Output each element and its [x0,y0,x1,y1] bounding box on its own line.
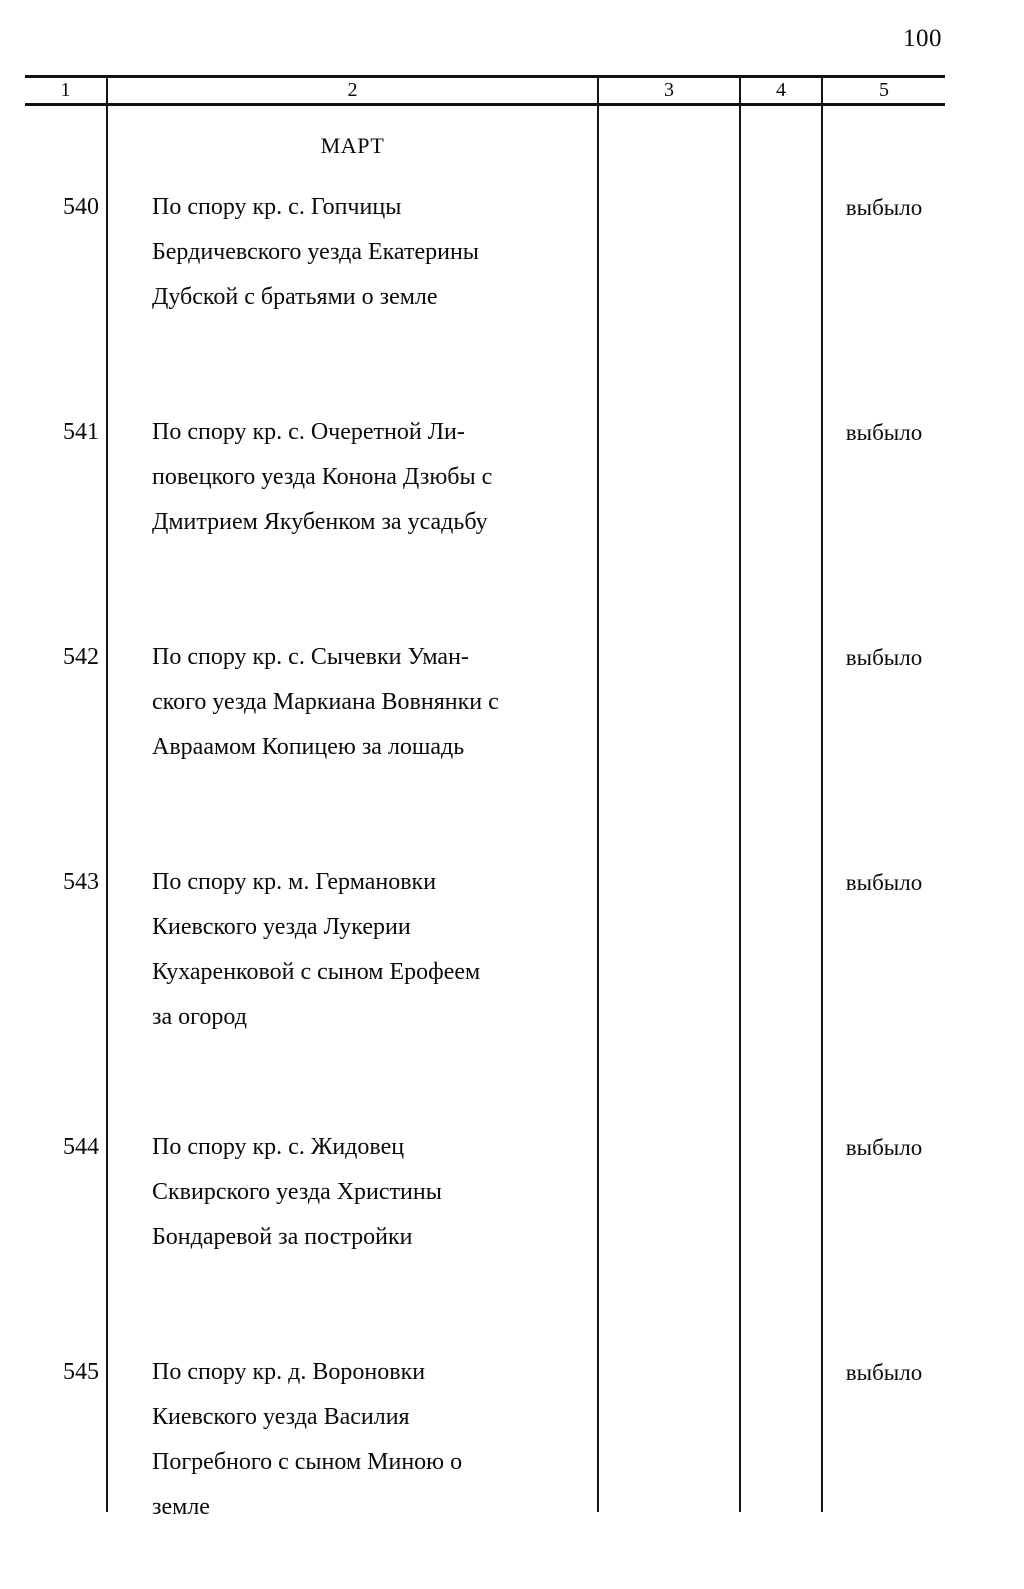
entry-description-line: По спору кр. с. Жидовец [152,1134,405,1160]
column-divider-2 [597,75,599,1512]
page-number: 100 [903,25,942,52]
entry-status: выбыло [845,1360,923,1385]
entry-description-line: земле [152,1494,210,1520]
entry-description [152,860,571,1040]
entry-description-line: Киевского уезда Лукерии [152,914,411,940]
column-divider-4 [821,75,823,1512]
entry-description-line: По спору кр. с. Очеретной Ли- [152,419,465,445]
entry-description-line: Сквирского уезда Христины [152,1179,442,1205]
section-heading-month: МАРТ [320,133,385,158]
entry-description-line: ского уезда Маркиана Вовнянки с [152,689,499,715]
entry-description [152,1350,571,1530]
entry-description [152,1125,571,1260]
entry-description-line: По спору кр. с. Гопчицы [152,194,402,220]
entry-description [152,185,571,320]
entry-description-line: повецкого уезда Конона Дзюбы с [152,464,493,490]
entry-description-line: По спору кр. д. Вороновки [152,1359,426,1385]
column-header-4: 4 [776,79,786,101]
entry-status: выбыло [845,870,923,895]
column-divider-1 [106,75,108,1512]
entry-description-line: Дмитрием Якубенком за усадьбу [152,509,488,535]
entry-description-line: Кухаренковой с сыном Ерофеем [152,959,481,985]
entry-description [152,635,571,770]
column-divider-3 [739,75,741,1512]
entry-description-line: Погребного с сыном Миною о [152,1449,463,1475]
entry-description-line: Киевского уезда Василия [152,1404,410,1430]
entry-number: 545 [63,1359,99,1385]
entry-description-line: Авраамом Копицею за лошадь [152,734,465,760]
column-header-2: 2 [347,79,358,101]
entry-number: 542 [63,644,99,670]
table-rule-bottom [25,103,945,106]
entry-number: 541 [63,419,99,445]
column-header-5: 5 [879,79,889,101]
entry-status: выбыло [845,420,923,445]
entry-number: 544 [63,1134,99,1160]
column-header-1: 1 [60,79,71,101]
entry-number: 540 [63,194,99,220]
entry-description [152,410,571,545]
entry-description-line: По спору кр. м. Германовки [152,869,437,895]
entry-description-line: По спору кр. с. Сычевки Уман- [152,644,469,670]
entry-description-line: Дубской с братьями о земле [152,284,438,310]
entry-status: выбыло [845,195,923,220]
entry-status: выбыло [845,1135,923,1160]
column-header-3: 3 [664,79,674,101]
entry-description-line: Бондаревой за постройки [152,1224,413,1250]
entry-status: выбыло [845,645,923,670]
entry-description-line: за огород [152,1004,247,1030]
entry-description-line: Бердичевского уезда Екатерины [152,239,479,265]
entry-number: 543 [63,869,99,895]
